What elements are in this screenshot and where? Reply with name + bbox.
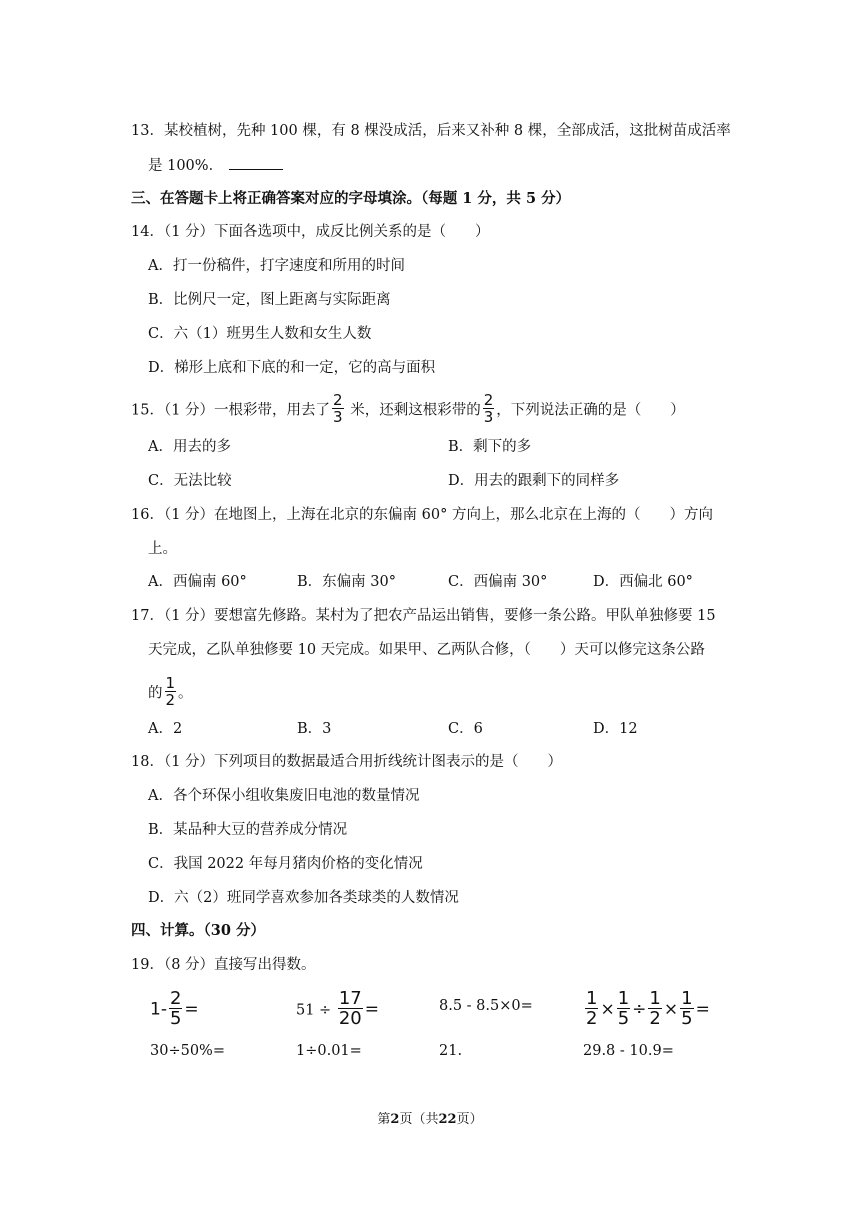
q19-expr-7: 21. (439, 1043, 463, 1059)
footer-pre: 第 (377, 1112, 391, 1127)
q15-option-b: B．剩下的多 (448, 439, 532, 455)
q14-option-c: C．六（1）班男生人数和女生人数 (148, 326, 372, 342)
q15-stem (131, 391, 685, 427)
section4-heading: 四、计算。（30 分） (131, 922, 265, 939)
q15-stem-mid: 米，还剩这根彩带的 (345, 402, 481, 419)
q19-e4-post: = (695, 999, 710, 1020)
q18-option-a: A．各个环保小组收集废旧电池的数量情况 (148, 788, 420, 804)
q19-e2-den: 20 (338, 1008, 362, 1029)
q19-e4-op3: × (663, 999, 679, 1020)
q17-line3-pre: 的 (148, 685, 163, 702)
q19-e4-num4: 1 (681, 988, 693, 1009)
q19-e2-post: = (364, 999, 379, 1020)
q19-e4-num3: 1 (649, 988, 661, 1009)
q15-frac2-den: 3 (483, 408, 494, 426)
q19-e4-op1: × (600, 999, 615, 1020)
q16-option-a: A．西偏南 60° (148, 574, 247, 590)
q16-option-d: D．西偏北 60° (593, 574, 693, 590)
q13-answer-blank (229, 155, 283, 170)
q15-frac1-num: 2 (333, 391, 343, 409)
q19-e4-fraction-3 (648, 989, 661, 1028)
q19-e1-fraction (169, 989, 182, 1028)
q19-e2-num: 17 (338, 988, 362, 1009)
q16-option-c: C．西偏南 30° (448, 574, 548, 590)
q13-line2-text: 是 100%． (148, 158, 224, 174)
q19-e4-op2: ÷ (632, 999, 647, 1020)
q17-option-c: C．6 (448, 721, 483, 737)
q16-line2: 上。 (148, 541, 177, 557)
q19-e4-num2: 1 (617, 988, 630, 1009)
q15-fraction-2 (483, 392, 495, 425)
q19-expr-1 (150, 988, 199, 1030)
q19-e1-den: 5 (169, 1008, 182, 1029)
q15-stem-post: ，下列说法正确的是（ ） (496, 402, 685, 419)
q14-stem: 14．（1 分）下面各选项中，成反比例关系的是（ ） (131, 224, 490, 240)
q19-e4-den3: 2 (649, 1008, 661, 1029)
q19-expr-4 (583, 988, 710, 1030)
q19-e4-den2: 5 (617, 1008, 630, 1029)
q13-line2 (148, 155, 283, 176)
q19-e4-fraction-4 (680, 989, 693, 1028)
q18-option-c: C．我国 2022 年每月猪肉价格的变化情况 (148, 856, 423, 872)
q15-stem-pre: 15．（1 分）一根彩带，用去了 (131, 402, 331, 419)
q17-option-b: B．3 (297, 721, 332, 737)
q14-option-a: A．打一份稿件，打字速度和所用的时间 (148, 258, 405, 274)
q18-stem: 18．（1 分）下列项目的数据最适合用折线统计图表示的是（ ） (131, 754, 563, 770)
q17-option-d: D．12 (593, 721, 638, 737)
q19-expr-6: 1÷0.01= (296, 1043, 362, 1059)
q19-e4-fraction-2 (617, 989, 630, 1028)
footer-page-number: 2 (390, 1112, 400, 1127)
q19-e1-pre: 1- (150, 999, 167, 1020)
q19-e2-fraction (338, 989, 363, 1028)
q15-fraction-1 (332, 392, 344, 425)
q19-e2-pre: 51 ÷ (296, 1002, 336, 1019)
footer-total-pages: 22 (438, 1112, 457, 1127)
q19-e4-fraction-1 (585, 989, 598, 1028)
q19-stem: 19．（8 分）直接写出得数。 (131, 957, 316, 973)
q15-option-a: A．用去的多 (148, 439, 231, 455)
q17-option-a: A．2 (148, 721, 183, 737)
q19-e1-post: = (184, 999, 199, 1020)
q16-line1: 16．（1 分）在地图上，上海在北京的东偏南 60° 方向上，那么北京在上海的（ ）方向 (131, 507, 713, 523)
footer-mid: 页（共 (399, 1112, 439, 1127)
page-footer (0, 1108, 860, 1127)
q18-option-d: D．六（2）班同学喜欢参加各类球类的人数情况 (148, 890, 459, 906)
footer-post: 页） (456, 1112, 483, 1127)
q19-expr-3: 8.5 - 8.5×0= (439, 998, 533, 1014)
q19-expr-8: 29.8 - 10.9= (583, 1043, 674, 1059)
q19-e4-den1: 2 (586, 1008, 598, 1029)
q19-e4-den4: 5 (681, 1008, 693, 1029)
q18-option-b: B．某品种大豆的营养成分情况 (148, 822, 348, 838)
q19-e1-num: 2 (169, 988, 182, 1009)
q17-line1: 17．（1 分）要想富先修路。某村为了把农产品运出销售，要修一条公路。甲队单独修要 15 (131, 608, 716, 624)
q17-frac-den: 2 (165, 691, 176, 709)
q19-expr-2 (296, 988, 379, 1030)
q17-line3-post: 。 (178, 685, 193, 702)
q14-option-b: B．比例尺一定，图上距离与实际距离 (148, 292, 391, 308)
q15-option-d: D．用去的跟剩下的同样多 (448, 473, 620, 489)
q17-fraction (165, 675, 177, 708)
q16-option-b: B．东偏南 30° (297, 574, 396, 590)
q15-option-c: C．无法比较 (148, 473, 232, 489)
q14-option-d: D．梯形上底和下底的和一定，它的高与面积 (148, 360, 436, 376)
q15-frac1-den: 3 (333, 408, 343, 426)
q15-frac2-num: 2 (483, 391, 494, 409)
section3-heading: 三、在答题卡上将正确答案对应的字母填涂。（每题 1 分，共 5 分） (131, 190, 571, 207)
q13-line1: 13．某校植树，先种 100 棵，有 8 棵没成活，后来又补种 8 棵，全部成活，这批树苗成活率 (131, 123, 731, 139)
q19-e4-num1: 1 (586, 988, 598, 1009)
q17-frac-num: 1 (165, 674, 176, 692)
q19-expr-5: 30÷50%= (150, 1043, 225, 1059)
q17-line2: 天完成，乙队单独修要 10 天完成。如果甲、乙两队合修，（ ）天可以修完这条公路 (148, 642, 705, 658)
q17-line3 (148, 674, 193, 710)
